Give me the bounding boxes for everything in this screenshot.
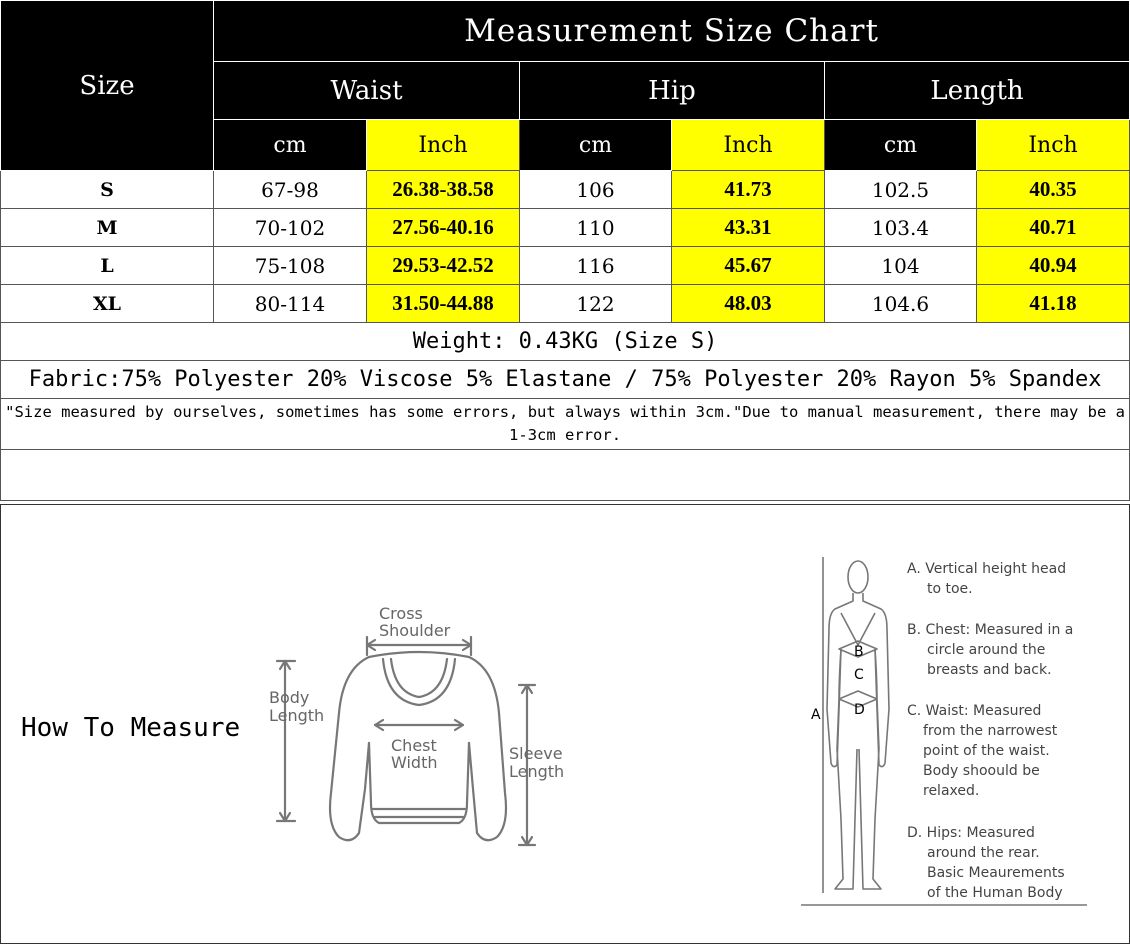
hip-inch-cell: 45.67 [672,247,825,285]
sleeve-length-label-1: Sleeve [509,744,563,763]
size-cell: XL [1,285,214,323]
legend-line: C. Waist: Measured [907,703,1042,719]
hip-inch-header: Inch [672,120,825,171]
length-inch-cell: 41.18 [977,285,1130,323]
legend-line: circle around the [927,642,1046,658]
waist-header: Waist [214,62,520,120]
waist-inch-cell: 27.56-40.16 [367,209,520,247]
legend-item-a [907,559,1066,599]
body-length-label-2: Length [269,706,325,725]
hip-cm-cell: 110 [520,209,672,247]
size-header: Size [1,1,214,171]
measurement-note: "Size measured by ourselves, sometimes has some errors, but always within 3cm."Due to manual measurement, there may be a 1-3cm error. [1,399,1130,450]
hip-cm-cell: 116 [520,247,672,285]
marker-b: B [854,644,864,660]
hip-cm-cell: 106 [520,171,672,209]
legend-item-c [907,701,1057,801]
waist-cm-cell: 80-114 [214,285,367,323]
legend-line: B. Chest: Measured in a [907,622,1074,638]
length-cm-cell: 104.6 [825,285,977,323]
weight-text: Weight: 0.43KG (Size S) [1,323,1130,361]
waist-inch-cell: 26.38-38.58 [367,171,520,209]
length-header: Length [825,62,1130,120]
legend-line: of the Human Body [927,885,1063,901]
cross-shoulder-label-2: Shoulder [379,621,451,640]
legend-line: around the rear. [927,845,1040,861]
marker-a: A [811,707,821,723]
size-cell: S [1,171,214,209]
length-inch-cell: 40.35 [977,171,1130,209]
waist-cm-cell: 70-102 [214,209,367,247]
table-row [1,285,1130,323]
hip-header: Hip [520,62,825,120]
cross-shoulder-label-1: Cross [379,604,423,623]
length-cm-cell: 104 [825,247,977,285]
length-cm-header: cm [825,120,977,171]
waist-cm-cell: 67-98 [214,171,367,209]
chart-title: Measurement Size Chart [214,1,1130,62]
table-row [1,247,1130,285]
table-row [1,209,1130,247]
hip-inch-cell: 43.31 [672,209,825,247]
hip-cm-header: cm [520,120,672,171]
hip-inch-cell: 41.73 [672,171,825,209]
legend-line: to toe. [927,581,973,597]
chest-width-label-1: Chest [391,736,437,755]
size-cell: L [1,247,214,285]
legend-line: relaxed. [923,783,980,799]
how-to-measure-section [0,504,1130,944]
legend-item-d [907,823,1065,903]
fabric-text: Fabric:75% Polyester 20% Viscose 5% Elastane / 75% Polyester 20% Rayon 5% Spandex [1,361,1130,399]
waist-cm-header: cm [214,120,367,171]
legend-line: D. Hips: Measured [907,825,1035,841]
marker-c: C [854,667,864,683]
waist-cm-cell: 75-108 [214,247,367,285]
how-to-measure-label: How To Measure [21,713,241,743]
legend-line: Basic Meaurements [927,865,1065,881]
waist-inch-header: Inch [367,120,520,171]
table-row [1,171,1130,209]
legend-line: breasts and back. [927,662,1052,678]
blank-row [1,450,1130,501]
chest-width-label-2: Width [391,753,438,772]
size-cell: M [1,209,214,247]
length-inch-cell: 40.94 [977,247,1130,285]
length-cm-cell: 103.4 [825,209,977,247]
length-inch-header: Inch [977,120,1130,171]
waist-inch-cell: 29.53-42.52 [367,247,520,285]
marker-d: D [854,702,865,718]
waist-inch-cell: 31.50-44.88 [367,285,520,323]
body-length-label-1: Body [269,688,310,707]
length-cm-cell: 102.5 [825,171,977,209]
legend-item-b [907,620,1073,680]
length-inch-cell: 40.71 [977,209,1130,247]
legend-line: from the narrowest [923,723,1058,739]
legend-line: Body shoould be [923,763,1040,779]
legend-line: A. Vertical height head [907,561,1067,577]
hip-cm-cell: 122 [520,285,672,323]
legend-line: point of the waist. [923,743,1050,759]
garment-diagram [259,593,589,863]
hip-inch-cell: 48.03 [672,285,825,323]
sleeve-length-label-2: Length [509,762,565,781]
